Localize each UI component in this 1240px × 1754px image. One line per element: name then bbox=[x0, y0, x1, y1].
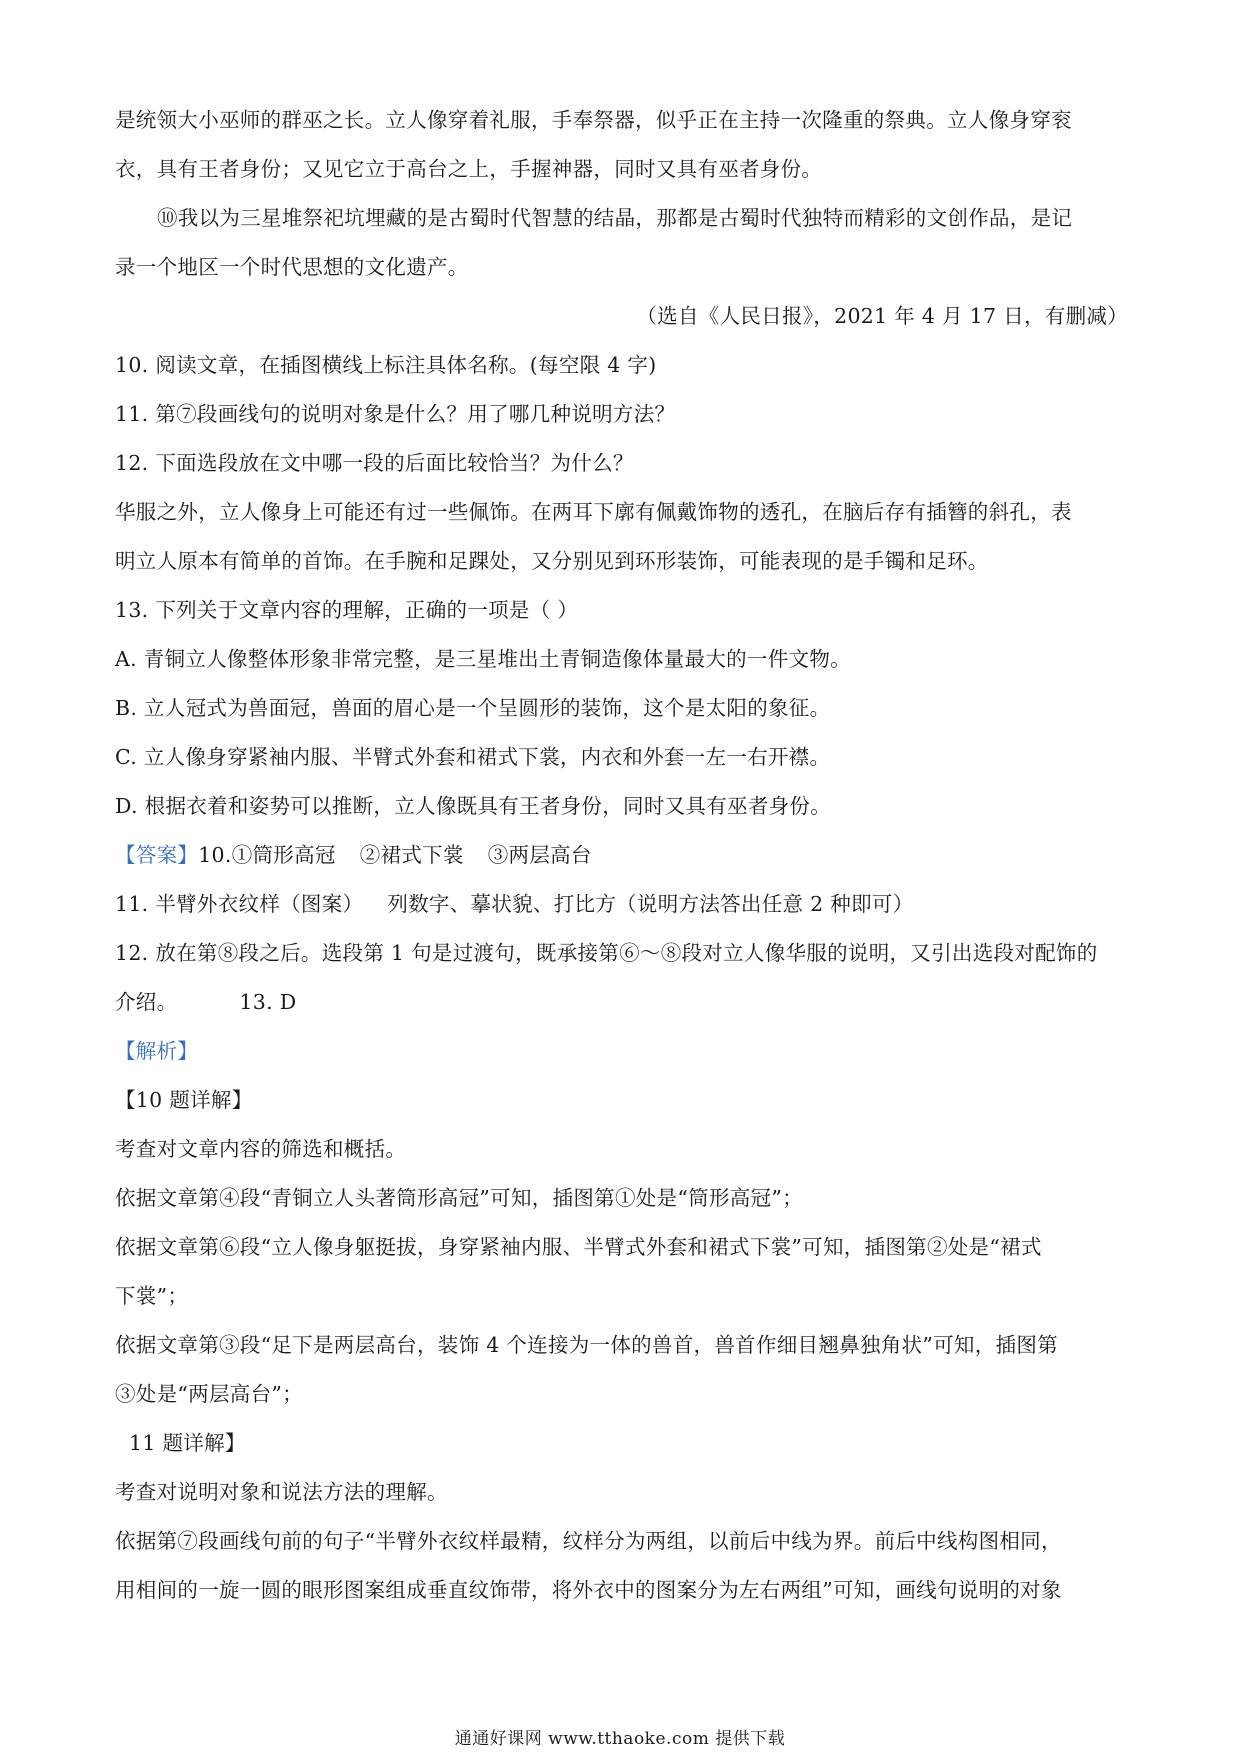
answer-10-part1: 10.①筒形高冠 bbox=[198, 843, 336, 867]
footer-watermark: 通通好课网 www.tthaoke.com 提供下载 bbox=[454, 1729, 786, 1749]
analysis-text: 下裳”； bbox=[115, 1284, 189, 1308]
answer-line-12: 12. 放在第⑧段之后。选段第 1 句是过渡句，既承接第⑥～⑧段对立人像华服的说明，又引出选段对配饰的 bbox=[115, 941, 1098, 965]
analysis-text: 考查对文章内容的筛选和概括。 bbox=[115, 1137, 407, 1161]
answer-10-part3: ③两层高台 bbox=[487, 843, 592, 867]
answer-11-methods: 列数字、摹状貌、打比方（说明方法答出任意 2 种即可） bbox=[387, 892, 914, 916]
answer-line-12-cont bbox=[115, 978, 1130, 1027]
passage-line: 是统领大小巫师的群巫之长。立人像穿着礼服，手奉祭器，似乎正在主持一次隆重的祭典。立人像身穿衮 bbox=[115, 108, 1072, 132]
question-10: 10. 阅读文章，在插图横线上标注具体名称。(每空限 4 字) bbox=[115, 353, 657, 377]
question-11: 11. 第⑦段画线句的说明对象是什么？用了哪几种说明方法？ bbox=[115, 402, 676, 426]
analysis-tag: 【解析】 bbox=[115, 1039, 199, 1063]
answer-line-10 bbox=[115, 831, 1130, 880]
question-13: 13. 下列关于文章内容的理解，正确的一项是（ ） bbox=[115, 598, 579, 622]
passage-line: 录一个地区一个时代思想的文化遗产。 bbox=[115, 255, 469, 279]
excerpt-line: 明立人原本有简单的首饰。在手腕和足踝处，又分别见到环形装饰，可能表现的是手镯和足环。 bbox=[115, 549, 989, 573]
option-c: C. 立人像身穿紧袖内服、半臂式外套和裙式下裳，内衣和外套一左一右开襟。 bbox=[115, 745, 831, 769]
analysis-text: 考查对说明对象和说法方法的理解。 bbox=[115, 1480, 448, 1504]
analysis-text: ③处是“两层高台”； bbox=[115, 1382, 303, 1406]
analysis-heading-10: 【10 题详解】 bbox=[115, 1088, 253, 1112]
option-d: D. 根据衣着和姿势可以推断，立人像既具有王者身份，同时又具有巫者身份。 bbox=[115, 794, 832, 818]
question-12: 12. 下面选段放在文中哪一段的后面比较恰当？为什么？ bbox=[115, 451, 634, 475]
analysis-text: 依据第⑦段画线句前的句子“半臂外衣纹样最精，纹样分为两组，以前后中线为界。前后中线构图相同， bbox=[115, 1529, 1062, 1553]
answer-tag: 【答案】 bbox=[115, 843, 199, 867]
passage-line: 衣，具有王者身份；又见它立于高台之上，手握神器，同时又具有巫者身份。 bbox=[115, 157, 823, 181]
answer-12-end: 介绍。 bbox=[115, 990, 178, 1014]
analysis-text: 依据文章第⑥段“立人像身躯挺拔，身穿紧袖内服、半臂式外套和裙式下裳”可知，插图第②处是“裙式 bbox=[115, 1235, 1042, 1259]
passage-paragraph-10: ⑩我以为三星堆祭祀坑埋藏的是古蜀时代智慧的结晶，那都是古蜀时代独特而精彩的文创作品，是记 bbox=[157, 206, 1073, 230]
source-citation: （选自《人民日报》，2021 年 4 月 17 日，有删减） bbox=[636, 304, 1128, 328]
excerpt-line: 华服之外，立人像身上可能还有过一些佩饰。在两耳下廓有佩戴饰物的透孔，在脑后存有插簪的斜孔，表 bbox=[115, 500, 1072, 524]
option-b: B. 立人冠式为兽面冠，兽面的眉心是一个呈圆形的装饰，这个是太阳的象征。 bbox=[115, 696, 831, 720]
document-page bbox=[115, 96, 1130, 1615]
analysis-heading-11: 11 题详解】 bbox=[129, 1431, 246, 1455]
analysis-text: 依据文章第④段“青铜立人头著筒形高冠”可知，插图第①处是“筒形高冠”； bbox=[115, 1186, 803, 1210]
answer-10-part2: ②裙式下裳 bbox=[359, 843, 464, 867]
answer-13: 13. D bbox=[239, 990, 297, 1014]
answer-11-object: 11. 半臂外衣纹样（图案） bbox=[115, 892, 364, 916]
analysis-text: 用相间的一旋一圆的眼形图案组成垂直纹饰带，将外衣中的图案分为左右两组”可知，画线句说明的对象 bbox=[115, 1578, 1062, 1602]
analysis-text: 依据文章第③段“足下是两层高台，装饰 4 个连接为一体的兽首，兽首作细目翘鼻独角状”可知，插图第 bbox=[115, 1333, 1058, 1357]
option-a: A. 青铜立人像整体形象非常完整，是三星堆出土青铜造像体量最大的一件文物。 bbox=[115, 647, 851, 671]
answer-line-11 bbox=[115, 880, 1130, 929]
